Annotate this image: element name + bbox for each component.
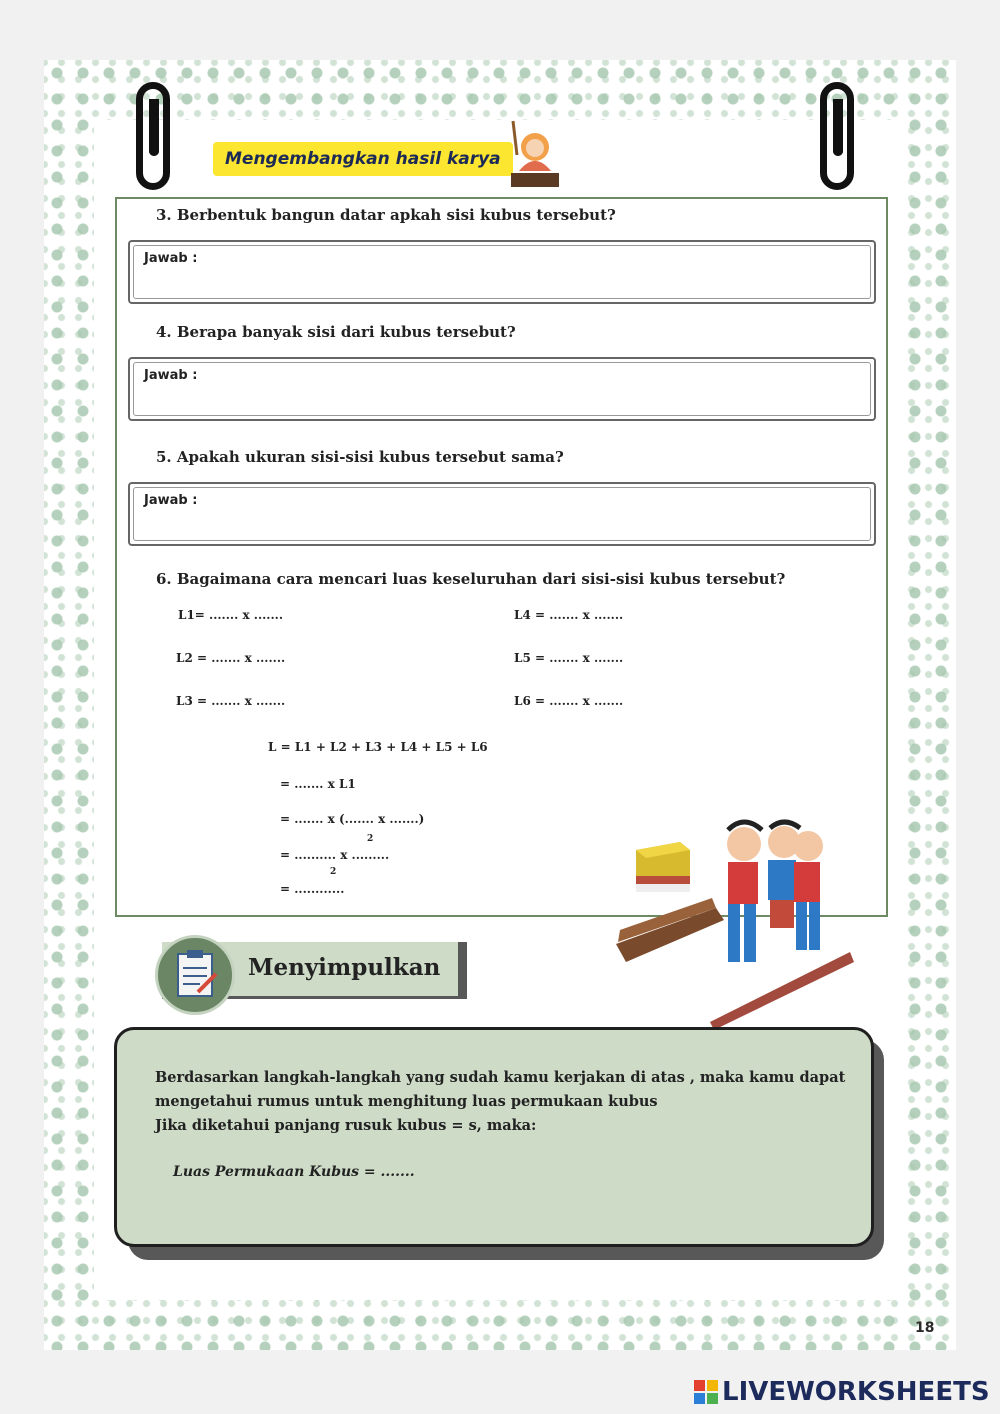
clipboard-icon: [155, 935, 235, 1015]
answer-label: Jawab :: [144, 251, 198, 266]
banner-title: Mengembangkan hasil karya: [225, 149, 501, 169]
total-formula-line-5: = ............: [280, 882, 345, 896]
question-4: 4. Berapa banyak sisi dari kubus tersebut?: [156, 323, 516, 341]
formula-l5: L5 = ....... x .......: [514, 651, 624, 665]
section-banner: [213, 142, 513, 176]
conclusion-box: [114, 1027, 874, 1247]
total-formula-line-1: L = L1 + L2 + L3 + L4 + L5 + L6: [268, 740, 488, 754]
formula-l4: L4 = ....... x .......: [514, 608, 624, 622]
liveworksheets-logo-icon: [694, 1380, 718, 1404]
formula-l6: L6 = ....... x .......: [514, 694, 624, 708]
formula-l1: L1= ....... x .......: [178, 608, 284, 622]
conclusion-title: Menyimpulkan: [248, 954, 441, 981]
page-number: 18: [915, 1320, 935, 1336]
conclusion-line-3: Jika diketahui panjang rusuk kubus = s, maka:: [155, 1117, 537, 1134]
liveworksheets-brand: [694, 1377, 990, 1407]
teacher-illustration-icon: [505, 115, 565, 190]
question-5: 5. Apakah ukuran sisi-sisi kubus tersebut sama?: [156, 448, 564, 466]
answer-label: Jawab :: [144, 368, 198, 383]
conclusion-line-1: Berdasarkan langkah-langkah yang sudah kamu kerjakan di atas , maka kamu dapat: [155, 1069, 846, 1086]
answer-box-5[interactable]: [128, 482, 876, 546]
brand-name: LIVEWORKSHEETS: [722, 1377, 990, 1407]
formula-l2: L2 = ....... x .......: [176, 651, 286, 665]
paper-clip-left-icon: [136, 82, 170, 190]
formula-l3: L3 = ....... x .......: [176, 694, 286, 708]
questions-frame: [115, 197, 888, 917]
paper-clip-right-icon: [820, 82, 854, 190]
total-formula-line-2: = ....... x L1: [280, 777, 356, 791]
answer-box-4[interactable]: [128, 357, 876, 421]
exponent-2: 2: [330, 867, 337, 877]
total-formula-line-4: = .......... x .........: [280, 848, 390, 862]
surface-area-formula[interactable]: Luas Permukaan Kubus = .......: [173, 1164, 415, 1180]
question-3: 3. Berbentuk bangun datar apkah sisi kubus tersebut?: [156, 206, 616, 224]
question-6: 6. Bagaimana cara mencari luas keseluruhan dari sisi-sisi kubus tersebut?: [156, 570, 786, 588]
children-walking-illustration-icon: [612, 812, 862, 1030]
total-formula-line-3: = ....... x (....... x .......): [280, 812, 425, 826]
conclusion-line-2: mengetahui rumus untuk menghitung luas permukaan kubus: [155, 1093, 658, 1110]
exponent-1: 2: [367, 834, 374, 844]
answer-box-3[interactable]: [128, 240, 876, 304]
answer-label: Jawab :: [144, 493, 198, 508]
